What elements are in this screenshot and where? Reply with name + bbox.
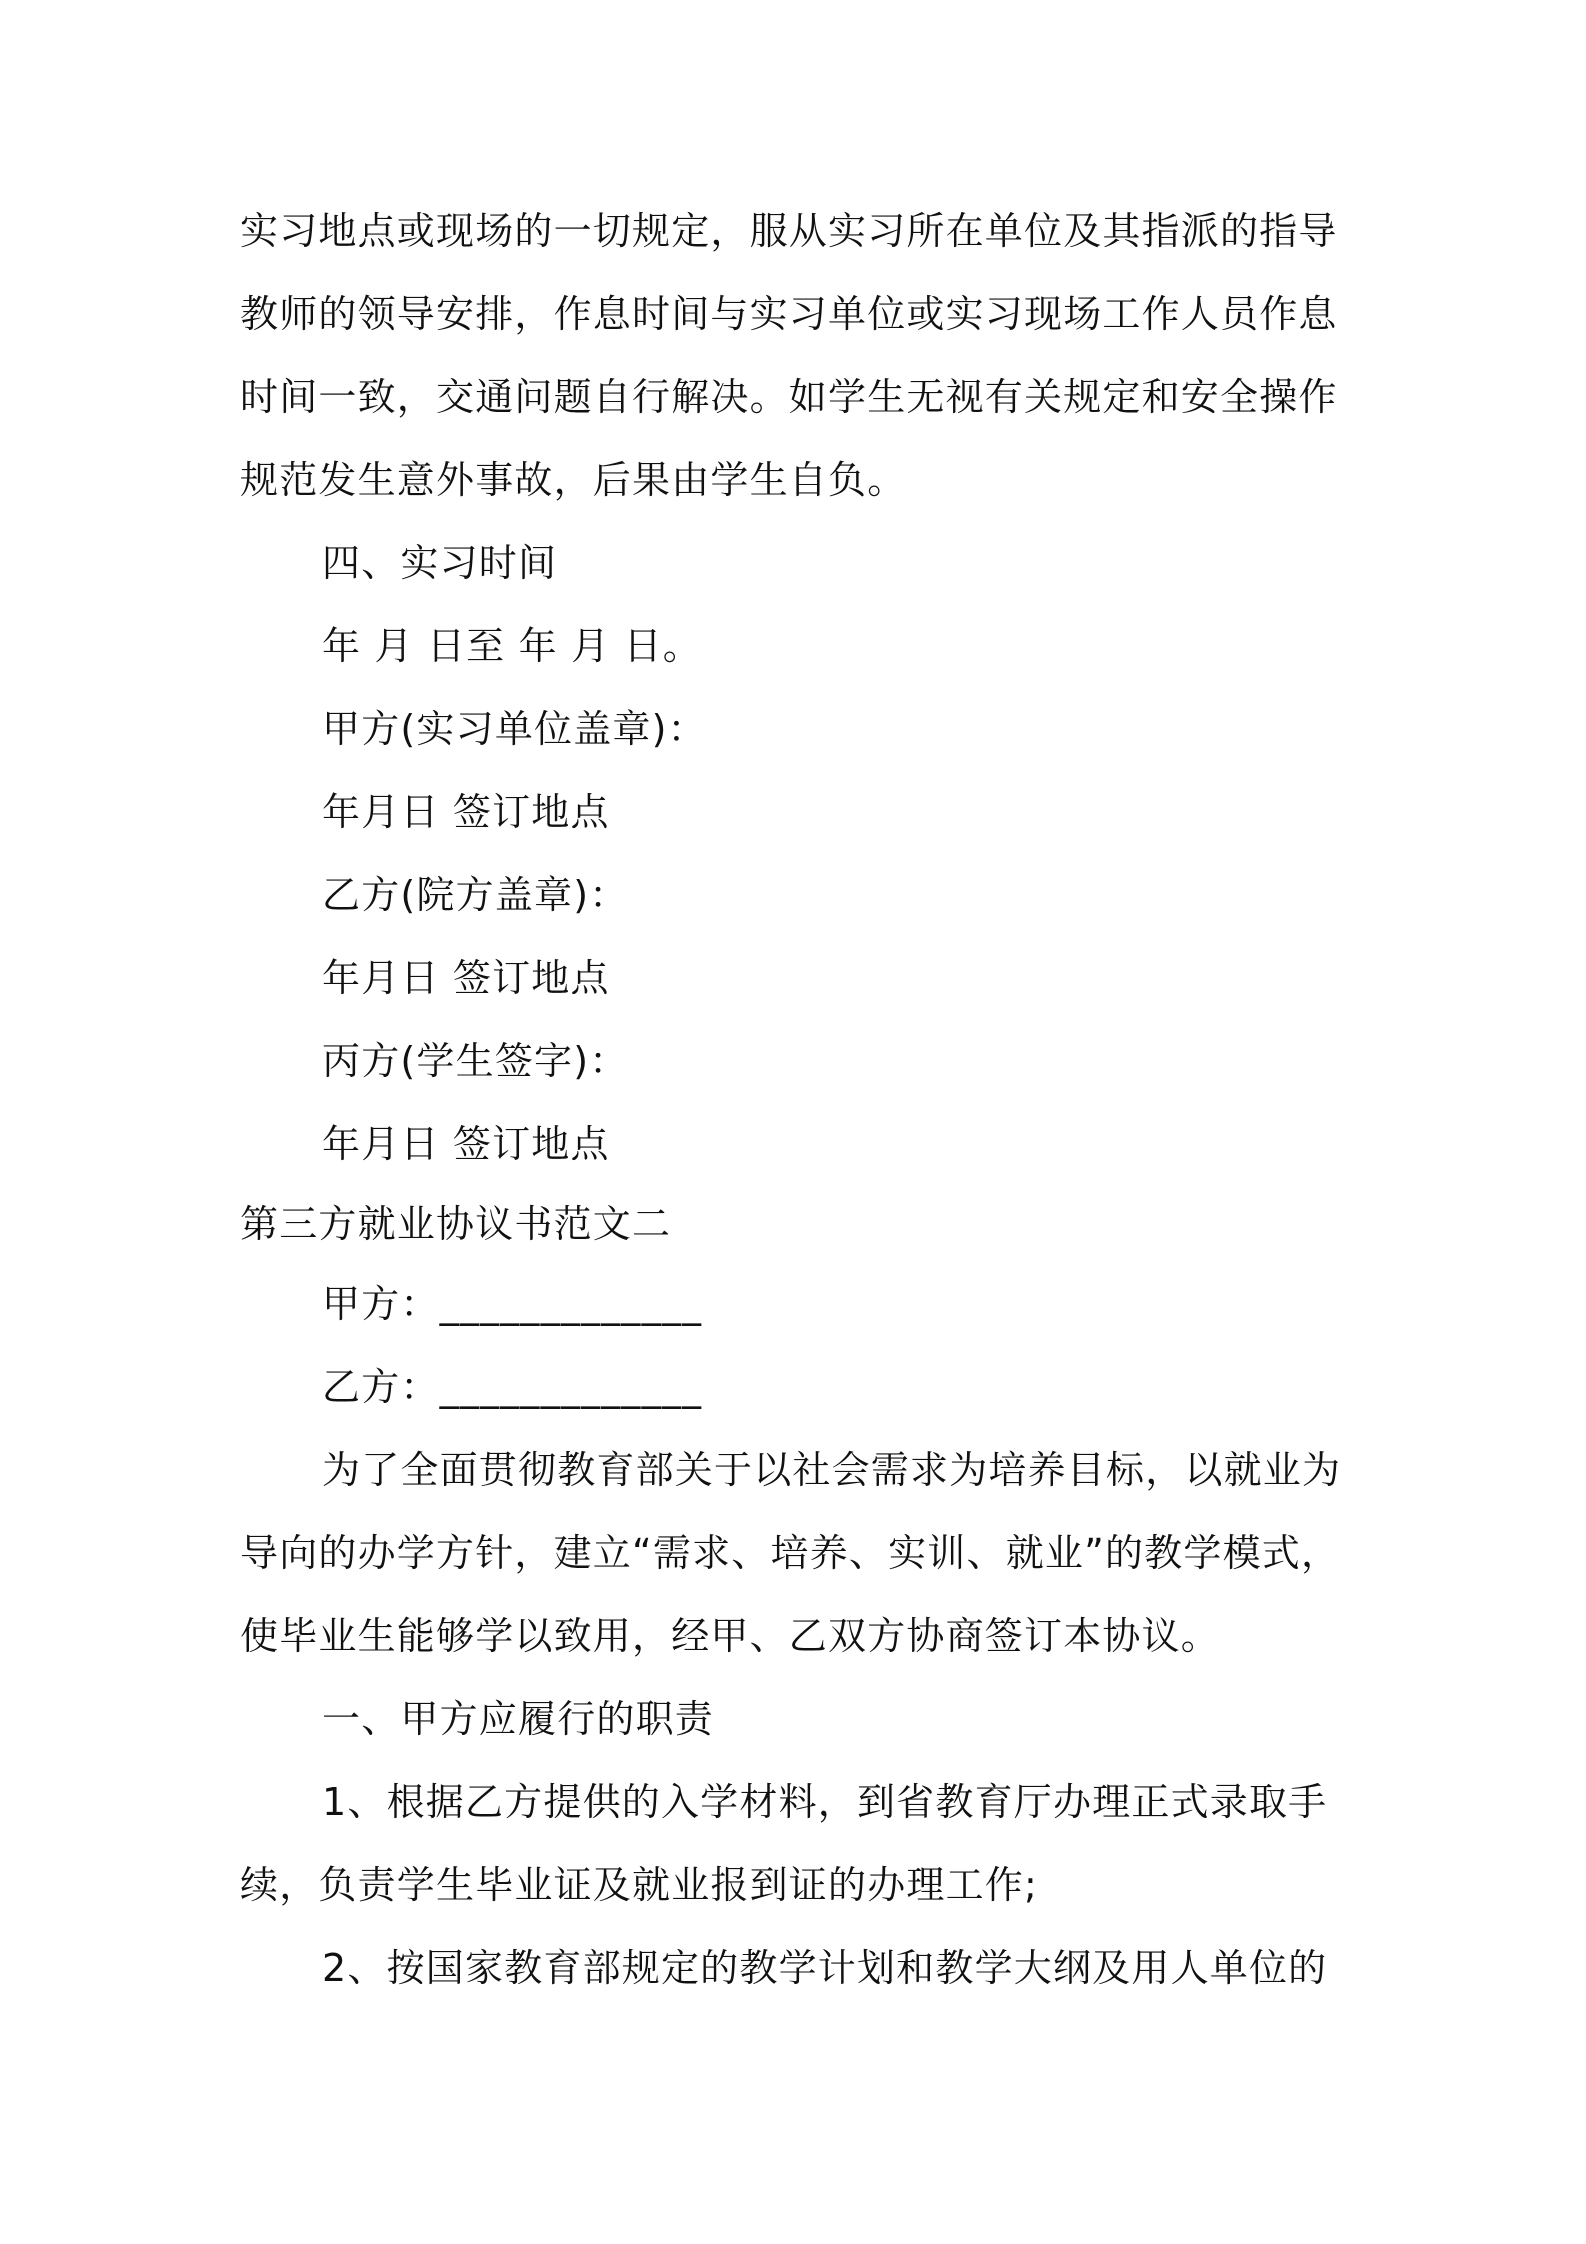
party-b-field: 乙方：_____________ — [322, 1365, 703, 1409]
party-b-seal-label: 乙方(院方盖章)： — [322, 873, 629, 917]
list-item-line: 续，负责学生毕业证及就业报到证的办理工作; — [240, 1863, 1039, 1907]
paragraph-line: 使毕业生能够学以致用，经甲、乙双方协商签订本协议。 — [240, 1614, 1221, 1658]
date-line: 年 月 日至 年 月 日。 — [322, 624, 702, 668]
paragraph-line: 规范发生意外事故，后果由学生自负。 — [240, 458, 907, 502]
party-a-seal-label: 甲方(实习单位盖章)： — [322, 707, 707, 751]
paragraph-line: 实习地点或现场的一切规定，服从实习所在单位及其指派的指导 — [240, 209, 1338, 253]
party-c-signature-label: 丙方(学生签字)： — [322, 1039, 629, 1083]
date-place-line: 年月日 签订地点 — [322, 1122, 610, 1166]
paragraph-line: 时间一致，交通问题自行解决。如学生无视有关规定和安全操作 — [240, 375, 1338, 419]
paragraph-line: 为了全面贯彻教育部关于以社会需求为培养目标，以就业为 — [322, 1448, 1342, 1492]
date-place-line: 年月日 签订地点 — [322, 790, 610, 834]
party-a-field: 甲方：_____________ — [322, 1282, 703, 1326]
date-place-line: 年月日 签订地点 — [322, 956, 610, 1000]
list-item-line: 2、按国家教育部规定的教学计划和教学大纲及用人单位的 — [322, 1946, 1328, 1990]
document-title: 第三方就业协议书范文二 — [240, 1202, 672, 1246]
document-body — [240, 190, 1360, 2010]
paragraph-line: 教师的领导安排，作息时间与实习单位或实习现场工作人员作息 — [240, 292, 1338, 336]
section-heading: 一、甲方应履行的职责 — [322, 1697, 715, 1741]
list-item-line: 1、根据乙方提供的入学材料，到省教育厅办理正式录取手 — [322, 1780, 1328, 1824]
section-heading: 四、实习时间 — [322, 541, 558, 585]
paragraph-line: 导向的办学方针，建立“需求、培养、实训、就业”的教学模式， — [240, 1531, 1341, 1575]
